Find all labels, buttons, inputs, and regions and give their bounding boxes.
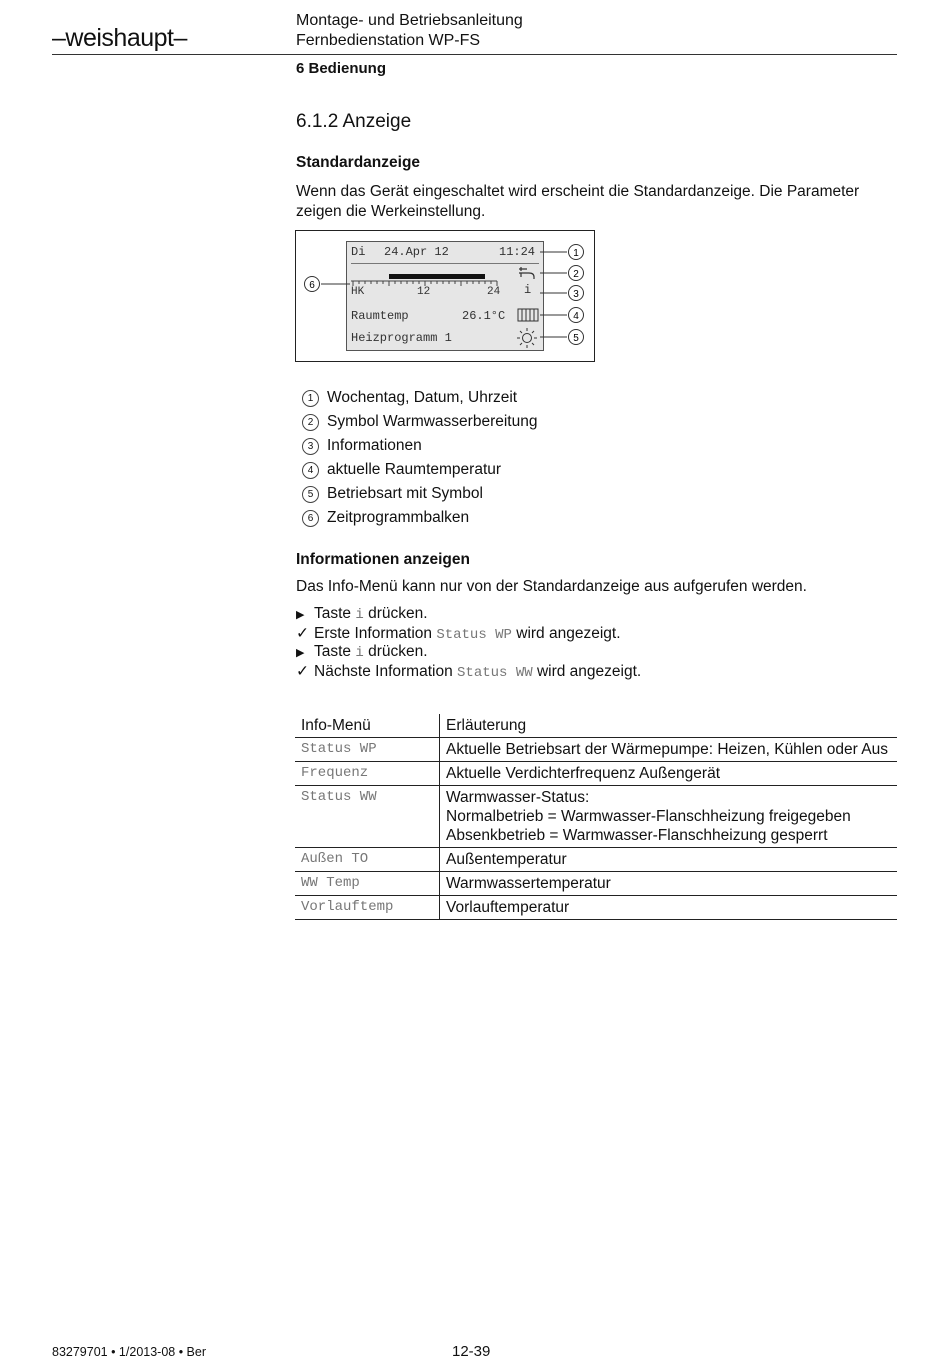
menu-cell: Status WP — [295, 738, 440, 762]
instruction-result — [296, 662, 641, 681]
column-header-explanation: Erläuterung — [440, 714, 898, 738]
explanation-cell — [440, 896, 898, 920]
lcd-bar-label: HK — [351, 286, 365, 298]
lcd-tick-12: 12 — [417, 286, 431, 298]
callout-3 — [569, 286, 584, 301]
legend-item — [302, 509, 469, 527]
document-subtitle: Fernbedienstation WP-FS — [296, 32, 481, 49]
instruction-step — [296, 643, 428, 661]
explanation-line: Warmwasser-Status: — [446, 789, 590, 806]
menu-cell: Vorlauftemp — [295, 896, 440, 920]
explanation-line: Absenkbetrieb = Warmwasser-Flanschheizung gesperrt — [446, 827, 828, 844]
legend-number: 1 — [302, 390, 319, 407]
explanation-cell — [440, 848, 898, 872]
step-code: Status WW — [457, 665, 533, 681]
callout-3-number: 3 — [573, 289, 579, 300]
section-title: 6 Bedienung — [296, 60, 387, 77]
step-text: Taste — [314, 605, 356, 622]
menu-cell: Frequenz — [295, 762, 440, 786]
legend-item — [302, 389, 517, 407]
page-number: 12-39 — [452, 1343, 491, 1360]
legend-text: Symbol Warmwasserbereitung — [327, 413, 538, 430]
column-header-info-menu: Info-Menü — [295, 714, 440, 738]
footer-doc-number: 83279701 • 1/2013-08 • Ber — [52, 1345, 207, 1359]
page-heading: 6.1.2 Anzeige — [296, 111, 412, 132]
lcd-date: 24.Apr 12 — [384, 245, 449, 259]
step-code: i — [355, 645, 364, 661]
legend-text: Betriebsart mit Symbol — [327, 485, 483, 502]
info-text: Das Info-Menü kann nur von der Standardanzeige aus aufgerufen werden. — [296, 578, 807, 595]
explanation-cell — [440, 872, 898, 896]
step-code: Status WP — [436, 627, 512, 643]
step-text: wird angezeigt. — [532, 663, 642, 680]
callout-6 — [305, 277, 320, 292]
explanation-cell — [440, 738, 898, 762]
explanation-line: Aktuelle Verdichterfrequenz Außengerät — [446, 765, 721, 782]
instruction-result — [296, 624, 621, 643]
info-heading: Informationen anzeigen — [296, 551, 470, 568]
standard-display-heading: Standardanzeige — [296, 154, 421, 171]
explanation-cell — [440, 786, 898, 848]
lcd-room-value: 26.1°C — [462, 309, 506, 323]
legend-item — [302, 461, 501, 479]
step-text: Erste Information — [314, 625, 437, 642]
menu-cell: WW Temp — [295, 872, 440, 896]
explanation-line: Warmwassertemperatur — [446, 875, 611, 892]
callout-4 — [569, 308, 584, 323]
menu-cell: Außen TO — [295, 848, 440, 872]
legend-number: 2 — [302, 414, 319, 431]
lcd-day: Di — [351, 245, 366, 259]
arrow-icon: ▶ — [296, 647, 305, 659]
callout-1 — [569, 245, 584, 260]
arrow-icon: ▶ — [296, 609, 305, 621]
callout-6-number: 6 — [309, 280, 315, 291]
lcd-program: Heizprogramm 1 — [351, 331, 452, 345]
explanation-line: Normalbetrieb = Warmwasser-Flanschheizung freigegeben — [446, 808, 851, 825]
step-code: i — [355, 607, 364, 623]
explanation-line: Außentemperatur — [446, 851, 567, 868]
table-row — [295, 896, 897, 920]
step-text: drücken. — [363, 643, 428, 660]
callout-5-number: 5 — [573, 333, 579, 344]
callout-lines — [295, 230, 595, 362]
menu-cell: Status WW — [295, 786, 440, 848]
explanation-line: Vorlauftemperatur — [446, 899, 570, 916]
lcd-room-label: Raumtemp — [351, 309, 409, 323]
legend-text: Wochentag, Datum, Uhrzeit — [327, 389, 518, 406]
legend-number: 5 — [302, 486, 319, 503]
legend-text: Informationen — [327, 437, 422, 454]
table-row — [295, 848, 897, 872]
legend-text: Zeitprogrammbalken — [327, 509, 470, 526]
instruction-step — [296, 605, 428, 623]
table-row — [295, 738, 897, 762]
callout-2 — [569, 266, 584, 281]
legend-item — [302, 413, 537, 431]
callout-4-number: 4 — [573, 311, 579, 322]
table-row — [295, 786, 897, 848]
brand-logo: –weishaupt– — [52, 24, 187, 52]
explanation-cell — [440, 762, 898, 786]
document-title: Montage- und Betriebsanleitung — [296, 12, 523, 29]
legend-number: 6 — [302, 510, 319, 527]
legend-number: 4 — [302, 462, 319, 479]
legend-item — [302, 437, 422, 455]
callout-5 — [569, 330, 584, 345]
callout-2-number: 2 — [573, 269, 579, 280]
standard-display-text: Wenn das Gerät eingeschaltet wird erscheint die Standardanzeige. Die Parameter zeigen die Werkeinstellung. — [296, 183, 860, 220]
explanation-line: Aktuelle Betriebsart der Wärmepumpe: Heizen, Kühlen oder Aus — [446, 741, 888, 758]
legend-item — [302, 485, 483, 503]
lcd-time: 11:24 — [499, 245, 536, 259]
legend-number: 3 — [302, 438, 319, 455]
step-text: wird angezeigt. — [511, 625, 621, 642]
info-menu-table — [295, 714, 897, 920]
lcd-tick-24: 24 — [487, 286, 501, 298]
step-text: drücken. — [363, 605, 428, 622]
callout-1-number: 1 — [573, 248, 579, 259]
table-row — [295, 762, 897, 786]
table-row — [295, 872, 897, 896]
step-text: Nächste Information — [314, 663, 458, 680]
step-text: Taste — [314, 643, 356, 660]
table-header-row — [295, 714, 897, 738]
lcd-info-symbol: i — [524, 283, 532, 297]
legend-text: aktuelle Raumtemperatur — [327, 461, 502, 478]
header-divider — [52, 54, 897, 55]
checkmark-icon: ✓ — [296, 625, 309, 642]
checkmark-icon: ✓ — [296, 663, 309, 680]
